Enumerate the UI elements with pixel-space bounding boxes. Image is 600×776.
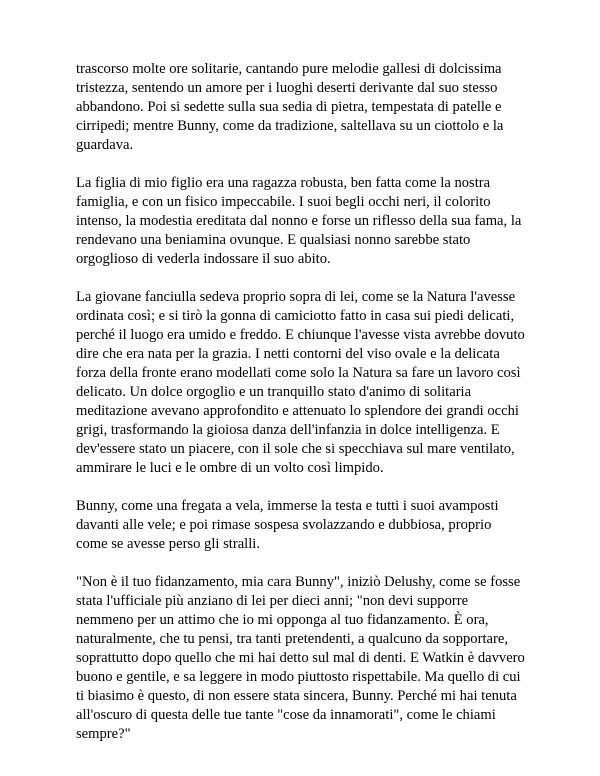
paragraph-5: "Non è il tuo fidanzamento, mia cara Bunny", iniziò Delushy, come se fosse stata l'ufficiale più anziano di lei per dieci anni; "non devi supporre nemmeno per un attimo che io mi opponga al tuo fidanzamento. È ora, naturalmente, che tu pensi, tra tanti pretendenti, a qualcuno da sopportare, soprattutto dopo quello che mi hai detto sul mal di denti. E Watkin è davvero buono e gentile, e sa leggere in modo piuttosto rispettabile. Ma quello di cui ti biasimo è questo, di non essere stata sincera, Bunny. Perché mi hai tenuta all'oscuro di questa delle tue tante "cose da innamorati", come le chiami sempre?": [76, 574, 525, 742]
paragraph-2: La figlia di mio figlio era una ragazza robusta, ben fatta come la nostra famiglia, e con un fisico impeccabile. I suoi begli occhi neri, il colorito intenso, la modestia ereditata dal nonno e forse un riflesso della sua fama, la rendevano una beniamina ovunque. E qualsiasi nonno sarebbe stato orgoglioso di vederla indossare il suo abito.: [76, 175, 522, 267]
paragraph-3: La giovane fanciulla sedeva proprio sopra di lei, come se la Natura l'avesse ordinata così; e si tirò la gonna di camiciotto fatto in casa sui piedi delicati, perché il luogo era umido e freddo. E chiunque l'avesse vista avrebbe dovuto dire che era nata per la grazia. I netti contorni del viso ovale e la delicata forza della fronte erano modellati come solo la Natura sa fare un lavoro così delicato. Un dolce orgoglio e un tranquillo stato d'animo di solitaria meditazione avevano approfondito e attenuato lo splendore dei grandi occhi grigi, trasformando la gioiosa danza dell'infanzia in dolce intelligenza. E dev'essere stato un piacere, con il sole che si specchiava sul mare ventilato, ammirare le luci e le ombre di un volto così limpido.: [76, 289, 525, 476]
paragraph-1: trascorso molte ore solitarie, cantando pure melodie gallesi di dolcissima tristezza, sentendo un amore per i luoghi deserti derivante dal suo stesso abbandono. Poi si sedette sulla sua sedia di pietra, tempestata di patelle e cirripedi; mentre Bunny, come da tradizione, saltellava su un ciottolo e la guardava.: [76, 61, 504, 153]
paragraph-4: Bunny, come una fregata a vela, immerse la testa e tutti i suoi avamposti davanti alle vele; e poi rimase sospesa svolazzando e dubbiosa, proprio come se avesse perso gli stralli.: [76, 498, 499, 552]
